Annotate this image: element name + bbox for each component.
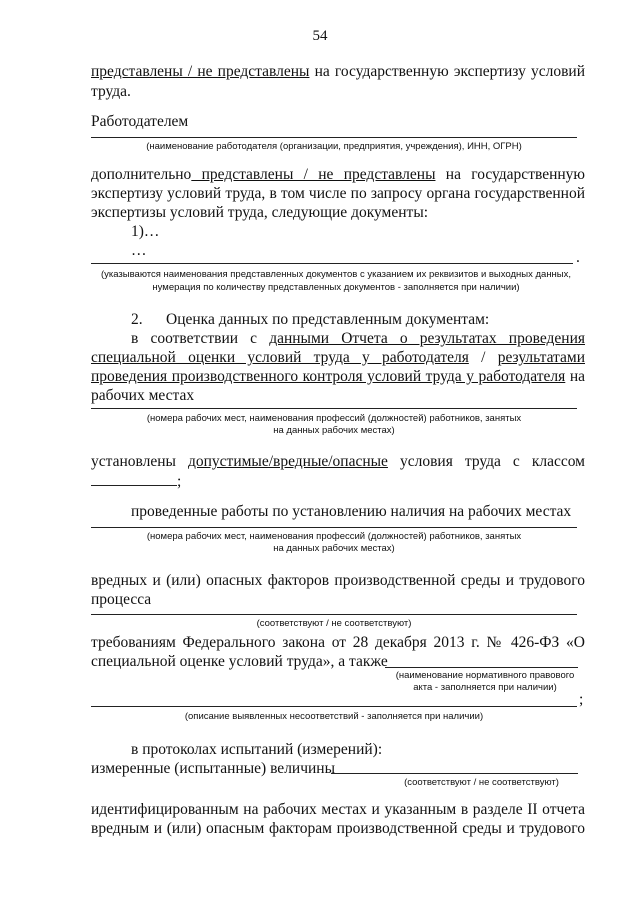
law-line-2: специальной оценке условий труда», а также [91, 653, 388, 670]
p1-underlined: представлены / не представлены [91, 63, 310, 80]
p2-item-1: 1)… [131, 223, 160, 240]
caption-conform-2: (соответствуют / не соответствуют) [404, 777, 559, 788]
p2-item-2: … [131, 242, 147, 259]
caption-workplaces-1a: (номера рабочих мест, наименования профессий (должностей) работников, занятых [146, 413, 522, 424]
established-rest: условия труда с классом [387, 453, 585, 470]
class-blank [91, 471, 177, 486]
p1-line-2: труда. [91, 83, 131, 100]
workplaces-line-2 [91, 527, 577, 528]
conform-line-1 [91, 614, 577, 615]
mismatch-semicolon: ; [579, 691, 584, 708]
caption-employer: (наименование работодателя (организации, предприятия, учреждения), ИНН, ОГРН) [146, 141, 522, 152]
caption-normative-1: (наименование нормативного правового [395, 670, 575, 681]
established-line [91, 452, 585, 471]
caption-workplaces-1b: на данных рабочих местах) [273, 425, 395, 436]
established-underlined: допустимые/вредные/опасные [187, 453, 388, 470]
p2-line-2: экспертизу условий труда, в том числе по запросу органа государственной [91, 185, 585, 202]
docs-line-dot: . [576, 249, 580, 266]
s2-sep: / [468, 349, 498, 366]
s2-line-1 [131, 329, 585, 348]
protocols-line-2: измеренные (испытанные) величины [91, 760, 336, 777]
p2-pre: дополнительно [91, 166, 192, 183]
identified-line-1: идентифицированным на рабочих местах и указанным в разделе II отчета [91, 801, 585, 818]
protocols-line-1: в протоколах испытаний (измерений): [131, 741, 383, 758]
works-line: проведенные работы по установлению наличия на рабочих местах [131, 503, 572, 520]
s2-underlined-2b: результатами [497, 349, 585, 366]
employer-line [91, 137, 577, 138]
p2-underlined: представлены / не представлены [191, 166, 436, 183]
mismatch-line [91, 706, 577, 707]
s2-line-3 [91, 367, 585, 386]
measured-line [331, 773, 578, 774]
factors-line-2: процесса [91, 591, 152, 608]
p2-line-1 [91, 165, 585, 184]
p2-rest: на государственную [435, 166, 585, 183]
p2-line-3: экспертизы условий труда, следующие документы: [91, 204, 429, 221]
s2-rest-3: на [565, 368, 585, 385]
page-number: 54 [312, 28, 328, 44]
workplaces-line-1 [91, 408, 577, 409]
caption-normative-2: акта - заполняется при наличии) [413, 682, 557, 693]
s2-underlined-3: проведения производственного контроля условий труда у работодателя [91, 368, 566, 385]
identified-line-2: вредным и (или) опасным факторам производственной среды и трудового [91, 820, 585, 837]
section-2-number: 2. [131, 311, 143, 328]
normative-line [385, 667, 578, 668]
established-end: ; [177, 473, 182, 490]
employer-label: Работодателем [91, 113, 189, 130]
s2-underlined-2a: специальной оценки условий труда у работодателя [91, 349, 469, 366]
caption-docs-1: (указываются наименования представленных документов с указанием их реквизитов и выходных данных, [100, 269, 572, 280]
caption-conform-1: (соответствуют / не соответствуют) [256, 618, 412, 629]
class-blank-line [91, 471, 585, 491]
caption-workplaces-2b: на данных рабочих местах) [273, 543, 395, 554]
caption-docs-2: нумерация по количеству представленных документов - заполняется при наличии) [152, 282, 520, 293]
p1-rest: на государственную экспертизу условий [309, 63, 585, 80]
p1-line-1 [91, 62, 585, 81]
factors-line-1: вредных и (или) опасных факторов производственной среды и трудового [91, 572, 585, 589]
docs-line [91, 263, 573, 264]
section-2-title: Оценка данных по представленным документам: [166, 311, 490, 328]
s2-line-4: рабочих местах [91, 387, 195, 404]
s2-pre: в соответствии с [131, 330, 270, 347]
s2-underlined-1: данными Отчета о результатах проведения [269, 330, 585, 347]
established-pre: установлены [91, 453, 188, 470]
law-line-1: требованиям Федерального закона от 28 декабря 2013 г. № 426-ФЗ «О [91, 634, 585, 651]
s2-line-2 [91, 348, 585, 367]
caption-mismatch: (описание выявленных несоответствий - заполняется при наличии) [184, 711, 484, 722]
caption-workplaces-2a: (номера рабочих мест, наименования профессий (должностей) работников, занятых [146, 531, 522, 542]
